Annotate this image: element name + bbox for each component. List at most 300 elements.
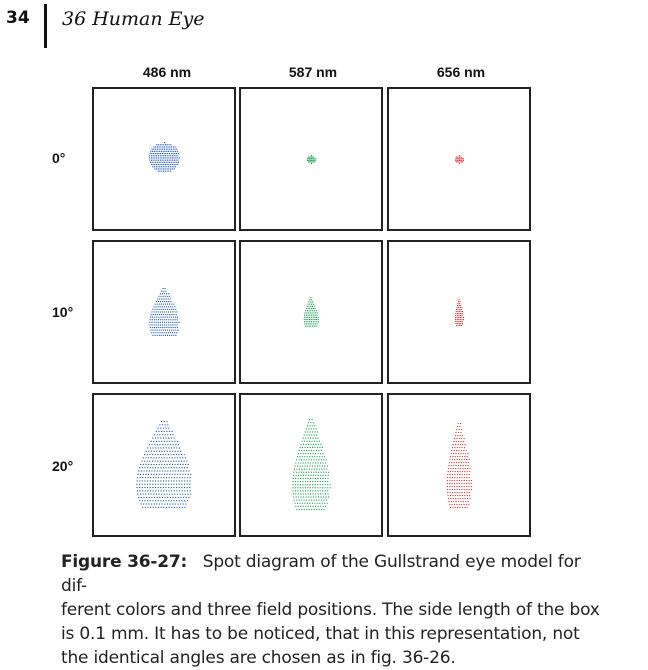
spot-point xyxy=(314,319,315,320)
spot-point xyxy=(306,323,307,324)
spot-point xyxy=(459,447,460,448)
spot-point xyxy=(174,160,175,161)
spot-point xyxy=(162,160,163,161)
spot-point xyxy=(161,164,162,165)
spot-point xyxy=(448,498,449,499)
spot-point xyxy=(448,471,449,472)
spot-point xyxy=(164,327,165,328)
spot-point xyxy=(459,305,460,306)
spot-point xyxy=(142,490,143,491)
spot-point xyxy=(155,304,156,305)
spot-point xyxy=(308,472,309,473)
spot-point xyxy=(301,450,302,451)
spot-point xyxy=(459,325,460,326)
spot-point xyxy=(308,497,309,498)
spot-point xyxy=(169,314,170,315)
caption-text-line3: is 0.1 mm. It has to be noticed, that in this representation, not xyxy=(61,624,580,644)
spot-point xyxy=(316,435,317,436)
spot-point xyxy=(150,500,151,501)
spot-point xyxy=(172,168,173,169)
spot-point xyxy=(461,450,462,451)
spot-point xyxy=(162,434,163,435)
spot-point xyxy=(301,459,302,460)
spot-point xyxy=(157,149,158,150)
spot-point xyxy=(184,490,185,491)
spot-point xyxy=(151,474,152,475)
spot-point xyxy=(317,447,318,448)
spot-point xyxy=(158,480,159,481)
spot-point xyxy=(320,493,321,494)
spot-point xyxy=(153,162,154,163)
spot-point xyxy=(163,507,164,508)
spot-point xyxy=(137,480,138,481)
spot-point xyxy=(169,317,170,318)
spot-point xyxy=(324,456,325,457)
spot-point xyxy=(167,304,168,305)
spot-point xyxy=(150,330,151,331)
spot-point xyxy=(169,441,170,442)
spot-point xyxy=(464,486,465,487)
spot-point xyxy=(466,489,467,490)
spot-point xyxy=(306,444,307,445)
spot-point xyxy=(160,301,161,302)
spot-point xyxy=(460,435,461,436)
spot-point xyxy=(308,304,309,305)
spot-point xyxy=(320,453,321,454)
spot-point xyxy=(460,453,461,454)
spot-point xyxy=(459,426,460,427)
spot-point xyxy=(163,477,164,478)
spot-point xyxy=(455,321,456,322)
spot-point xyxy=(305,310,306,311)
spot-point xyxy=(304,509,305,510)
spot-point xyxy=(185,494,186,495)
spot-point xyxy=(142,477,143,478)
spot-point xyxy=(315,481,316,482)
spot-point xyxy=(170,322,171,323)
spot-point xyxy=(167,160,168,161)
spot-point xyxy=(162,149,163,150)
spot-point xyxy=(313,453,314,454)
spot-point xyxy=(458,321,459,322)
spot-point xyxy=(312,419,313,420)
caption-text-line1: Spot diagram of the Gullstrand eye model for dif- xyxy=(61,552,581,596)
spot-point xyxy=(152,319,153,320)
spot-point xyxy=(165,444,166,445)
spot-point xyxy=(305,506,306,507)
spot-point xyxy=(157,330,158,331)
spot-point xyxy=(165,288,166,289)
spot-point xyxy=(160,155,161,156)
spot-point xyxy=(172,474,173,475)
caption-text-line4: the identical angles are chosen as in fig. 36-26. xyxy=(61,648,456,668)
spot-point xyxy=(174,474,175,475)
spot-point xyxy=(172,457,173,458)
spot-point xyxy=(160,467,161,468)
spot-point xyxy=(469,477,470,478)
spot-point xyxy=(315,506,316,507)
spot-point xyxy=(316,472,317,473)
spot-point xyxy=(312,456,313,457)
spot-point xyxy=(314,450,315,451)
spot-point xyxy=(174,324,175,325)
spot-point xyxy=(458,462,459,463)
spot-point xyxy=(170,311,171,312)
spot-point xyxy=(179,454,180,455)
spot-point xyxy=(315,315,316,316)
spot-cell-656nm-10deg xyxy=(387,240,531,384)
spot-point xyxy=(161,490,162,491)
spot-point xyxy=(181,500,182,501)
spot-point xyxy=(447,492,448,493)
spot-point xyxy=(159,497,160,498)
spot-point xyxy=(295,487,296,488)
spot-point xyxy=(300,490,301,491)
spot-point xyxy=(310,506,311,507)
spot-point xyxy=(453,501,454,502)
spot-point xyxy=(158,301,159,302)
spot-point xyxy=(455,435,456,436)
spot-point xyxy=(178,461,179,462)
spot-point xyxy=(162,332,163,333)
spot-point xyxy=(157,151,158,152)
spot-point xyxy=(168,467,169,468)
spot-point xyxy=(149,160,150,161)
spot-point xyxy=(159,304,160,305)
spot-point xyxy=(466,462,467,463)
spot-point xyxy=(166,311,167,312)
spot-point xyxy=(451,501,452,502)
spot-point xyxy=(165,291,166,292)
spot-point xyxy=(146,464,147,465)
spot-cell-587nm-10deg xyxy=(239,240,383,384)
spot-point xyxy=(462,323,463,324)
spot-point xyxy=(315,444,316,445)
spot-point xyxy=(173,162,174,163)
spot-point xyxy=(177,330,178,331)
spot-point xyxy=(168,484,169,485)
spot-point xyxy=(452,489,453,490)
spot-point xyxy=(458,307,459,308)
spot-point xyxy=(173,487,174,488)
spot-point xyxy=(150,487,151,488)
spot-point xyxy=(300,466,301,467)
spot-point xyxy=(311,435,312,436)
spot-point xyxy=(143,474,144,475)
spot-point xyxy=(456,450,457,451)
spot-point xyxy=(163,467,164,468)
spot-point xyxy=(152,322,153,323)
spot-point xyxy=(300,506,301,507)
spot-point xyxy=(175,335,176,336)
spot-point xyxy=(315,431,316,432)
spot-point xyxy=(156,306,157,307)
spot-point xyxy=(185,457,186,458)
spot-point xyxy=(151,164,152,165)
spot-point xyxy=(311,472,312,473)
spot-point xyxy=(314,321,315,322)
spot-point xyxy=(309,441,310,442)
spot-point xyxy=(166,421,167,422)
spot-point xyxy=(322,466,323,467)
spot-point xyxy=(308,506,309,507)
spot-point xyxy=(313,315,314,316)
spot-point xyxy=(318,497,319,498)
spot-point xyxy=(143,457,144,458)
spot-point xyxy=(142,480,143,481)
spot-point xyxy=(173,434,174,435)
spot-point xyxy=(457,489,458,490)
spot-point xyxy=(155,335,156,336)
spot-point xyxy=(164,293,165,294)
spot-point xyxy=(460,305,461,306)
spot-point xyxy=(315,478,316,479)
spot-point xyxy=(167,171,168,172)
spot-point xyxy=(449,477,450,478)
spot-point xyxy=(163,461,164,462)
spot-point xyxy=(325,487,326,488)
spot-point xyxy=(313,472,314,473)
spot-point xyxy=(309,161,310,162)
spot-point xyxy=(155,146,156,147)
column-label-486nm: 486 nm xyxy=(142,64,192,80)
spot-point xyxy=(165,160,166,161)
spot-point xyxy=(166,151,167,152)
spot-point xyxy=(296,475,297,476)
spot-point xyxy=(147,454,148,455)
spot-point xyxy=(153,447,154,448)
spot-point xyxy=(158,324,159,325)
spot-point xyxy=(460,157,461,158)
spot-point xyxy=(308,323,309,324)
spot-point xyxy=(157,335,158,336)
spot-cell-656nm-0deg xyxy=(387,87,531,231)
spot-point xyxy=(159,474,160,475)
spot-point xyxy=(169,144,170,145)
spot-point xyxy=(160,447,161,448)
spot-point xyxy=(176,507,177,508)
spot-point xyxy=(190,494,191,495)
spot-point xyxy=(144,461,145,462)
spot-point xyxy=(320,484,321,485)
spot-point xyxy=(305,478,306,479)
spot-point xyxy=(169,494,170,495)
spot-point xyxy=(148,477,149,478)
spot-point xyxy=(309,310,310,311)
spot-point xyxy=(145,490,146,491)
spot-point xyxy=(156,157,157,158)
spot-point xyxy=(312,306,313,307)
spot-point xyxy=(155,480,156,481)
spot-point xyxy=(157,298,158,299)
spot-point xyxy=(306,428,307,429)
spot-point xyxy=(449,486,450,487)
spot-point xyxy=(461,157,462,158)
spot-point xyxy=(318,453,319,454)
spot-point xyxy=(311,509,312,510)
spot-point xyxy=(448,465,449,466)
spot-point xyxy=(157,454,158,455)
spot-point xyxy=(317,503,318,504)
spot-point xyxy=(136,484,137,485)
spot-point xyxy=(471,480,472,481)
spot-point xyxy=(315,438,316,439)
spot-point xyxy=(163,304,164,305)
spot-point xyxy=(312,160,313,161)
spot-point xyxy=(454,480,455,481)
spot-point xyxy=(320,462,321,463)
spot-point xyxy=(188,497,189,498)
spot-point xyxy=(170,471,171,472)
spot-point xyxy=(179,500,180,501)
spot-point xyxy=(178,444,179,445)
spot-point xyxy=(459,504,460,505)
spot-point xyxy=(149,461,150,462)
spot-point xyxy=(461,462,462,463)
spot-point xyxy=(464,480,465,481)
spot-point xyxy=(160,168,161,169)
spot-point xyxy=(177,319,178,320)
spot-point xyxy=(167,451,168,452)
spot-point xyxy=(298,493,299,494)
spot-point xyxy=(163,164,164,165)
spot-point xyxy=(311,323,312,324)
spot-point xyxy=(302,484,303,485)
spot-point xyxy=(163,296,164,297)
spot-point xyxy=(451,453,452,454)
spot-point xyxy=(458,432,459,433)
spot-point xyxy=(170,434,171,435)
spot-point xyxy=(309,503,310,504)
spot-point xyxy=(166,477,167,478)
spot-point xyxy=(162,324,163,325)
spot-point xyxy=(171,477,172,478)
spot-point xyxy=(321,509,322,510)
spot-point xyxy=(179,507,180,508)
spot-point xyxy=(188,474,189,475)
spot-point xyxy=(162,327,163,328)
spot-point xyxy=(450,468,451,469)
spot-point xyxy=(177,155,178,156)
spot-point xyxy=(303,453,304,454)
spot-point xyxy=(460,323,461,324)
spot-point xyxy=(163,335,164,336)
spot-point xyxy=(296,509,297,510)
spot-point xyxy=(298,475,299,476)
spot-point xyxy=(300,481,301,482)
spot-point xyxy=(161,431,162,432)
spot-point xyxy=(143,464,144,465)
spot-point xyxy=(316,310,317,311)
spot-point xyxy=(184,484,185,485)
spot-point xyxy=(450,498,451,499)
spot-point xyxy=(308,160,309,161)
spot-point xyxy=(165,153,166,154)
spot-point xyxy=(171,447,172,448)
spot-point xyxy=(469,480,470,481)
spot-point xyxy=(460,315,461,316)
spot-point xyxy=(462,321,463,322)
spot-point xyxy=(168,298,169,299)
spot-point xyxy=(313,304,314,305)
spot-point xyxy=(456,160,457,161)
spot-point xyxy=(311,317,312,318)
spot-point xyxy=(171,309,172,310)
spot-point xyxy=(299,503,300,504)
spot-point xyxy=(165,461,166,462)
spot-point xyxy=(151,314,152,315)
spot-point xyxy=(467,456,468,457)
spot-point xyxy=(169,451,170,452)
spot-point xyxy=(462,507,463,508)
spot-point xyxy=(166,327,167,328)
spot-point xyxy=(174,441,175,442)
spot-point xyxy=(169,457,170,458)
spot-point xyxy=(164,421,165,422)
spot-point xyxy=(164,494,165,495)
spot-point xyxy=(317,456,318,457)
spot-point xyxy=(161,155,162,156)
spot-point xyxy=(159,314,160,315)
spot-point xyxy=(319,469,320,470)
spot-point xyxy=(452,507,453,508)
spot-point xyxy=(462,474,463,475)
spot-point xyxy=(303,506,304,507)
spot-point xyxy=(320,475,321,476)
spot-point xyxy=(155,330,156,331)
spot-point xyxy=(163,484,164,485)
spot-point xyxy=(158,327,159,328)
spot-point xyxy=(165,434,166,435)
spot-point xyxy=(159,149,160,150)
spot-point xyxy=(167,153,168,154)
spot-point xyxy=(167,317,168,318)
spot-point xyxy=(453,498,454,499)
spot-plot xyxy=(389,395,529,535)
spot-point xyxy=(142,467,143,468)
spot-point xyxy=(302,481,303,482)
spot-point xyxy=(161,309,162,310)
spot-point xyxy=(306,308,307,309)
spot-point xyxy=(461,489,462,490)
spot-point xyxy=(177,317,178,318)
spot-plot xyxy=(94,89,234,229)
spot-point xyxy=(157,434,158,435)
spot-point xyxy=(140,474,141,475)
spot-point xyxy=(462,315,463,316)
spot-point xyxy=(168,438,169,439)
spot-point xyxy=(168,151,169,152)
spot-point xyxy=(316,509,317,510)
spot-point xyxy=(149,454,150,455)
spot-point xyxy=(313,319,314,320)
spot-point xyxy=(153,464,154,465)
spot-point xyxy=(138,474,139,475)
spot-point xyxy=(154,311,155,312)
spot-point xyxy=(325,497,326,498)
spot-point xyxy=(325,475,326,476)
spot-point xyxy=(182,457,183,458)
spot-point xyxy=(456,501,457,502)
spot-point xyxy=(462,447,463,448)
spot-point xyxy=(309,509,310,510)
spot-point xyxy=(172,464,173,465)
spot-point xyxy=(175,327,176,328)
spot-point xyxy=(454,474,455,475)
spot-point xyxy=(184,487,185,488)
spot-point xyxy=(323,493,324,494)
spot-point xyxy=(307,310,308,311)
